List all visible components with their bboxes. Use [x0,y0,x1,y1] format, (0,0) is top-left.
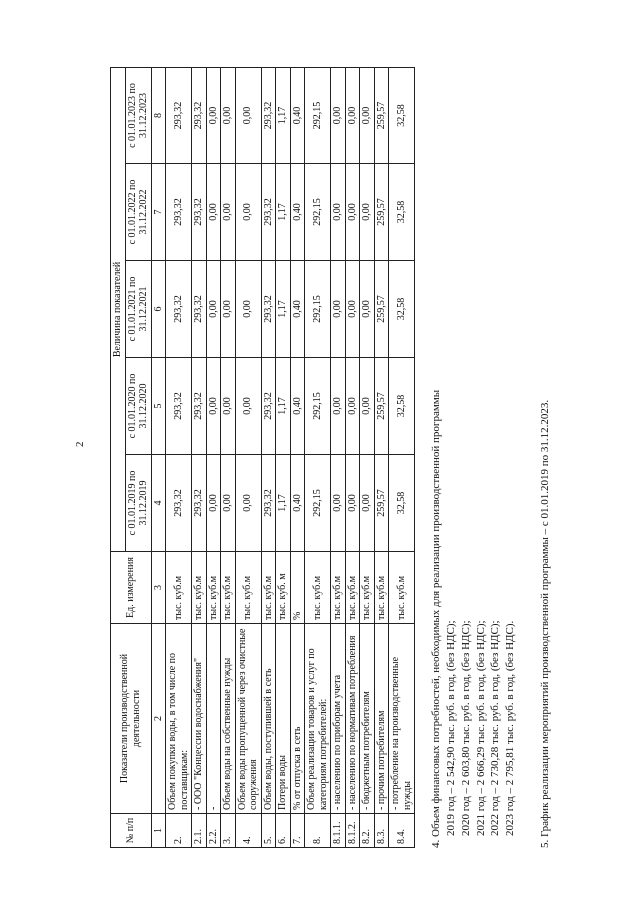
row-value: 0,00 [360,164,375,261]
row-indicator: Объем воды, поступившей в сеть [261,624,276,814]
row-unit: тыс. куб.м [305,552,331,624]
row-unit: тыс. куб.м [166,552,192,624]
row-value: 1,17 [276,358,291,455]
row-number: 2. [166,814,192,848]
section5-text: 5. График реализации мероприятий производственной программы – с 01.01.2019 по 31.12.2023. [539,399,552,848]
row-value: 292,15 [305,164,331,261]
row-value: 32,58 [389,68,415,164]
table-row [360,68,375,848]
row-unit: тыс. куб.м [389,552,415,624]
section4-title: 4. Объем финансовых потребностей, необходимых для реализации производственной программы [430,389,442,848]
row-value: 0,00 [206,358,221,455]
row-unit: тыс. куб.м [360,552,375,624]
table-row [331,68,346,848]
row-number: 2.2. [206,814,221,848]
row-value: 293,32 [192,68,207,164]
page-number: 2 [74,441,86,447]
row-value: 292,15 [305,358,331,455]
row-indicator: - населению по нормативам потребления [345,624,360,814]
row-indicator: - потребление на производственные нужды [389,624,415,814]
table-row [206,68,221,848]
row-value: 0,00 [360,358,375,455]
row-value: 293,32 [166,358,192,455]
year-line: 2020 год – 2 603,80 тыс. руб. в год, (без НДС); [459,620,472,836]
header-unit: Ед. измерения [111,552,152,624]
header-num: № п/п [111,814,152,848]
notes [429,68,553,848]
row-value: 0,00 [235,261,261,358]
row-number: 7. [290,814,305,848]
header-period: с 01.01.2023 по 31.12.2023 [125,68,151,164]
header-indicator: Показатели производственной деятельности [111,624,152,814]
col-index: 5 [151,358,166,455]
row-value: 293,32 [261,455,276,552]
header-period: с 01.01.2022 по 31.12.2022 [125,164,151,261]
row-value: 0,00 [345,358,360,455]
row-value: 1,17 [276,68,291,164]
row-number: 8.3. [374,814,389,848]
row-value: 0,00 [221,164,236,261]
header-row-1 [111,68,126,848]
row-number: 4. [235,814,261,848]
row-value: 0,00 [221,68,236,164]
row-indicator: - населению по приборам учета [331,624,346,814]
row-value: 0,00 [331,68,346,164]
row-number: 2.1. [192,814,207,848]
row-value: 0,40 [290,164,305,261]
table-row [276,68,291,848]
row-value: 292,15 [305,68,331,164]
row-value: 293,32 [166,68,192,164]
row-value: 0,00 [221,261,236,358]
col-index: 7 [151,164,166,261]
header-period: с 01.01.2021 по 31.12.2021 [125,261,151,358]
table-body [166,68,415,848]
table-row [305,68,331,848]
row-value: 32,58 [389,455,415,552]
row-value: 0,00 [345,164,360,261]
table-row [235,68,261,848]
row-unit: тыс. куб.м [221,552,236,624]
table-row [374,68,389,848]
year-line: 2022 год – 2 730,28 тыс. руб. в год, (без НДС); [489,620,502,836]
row-indicator: Объем покупки воды, в том числе по поставщикам: [166,624,192,814]
row-value: 0,00 [331,358,346,455]
row-unit: % [290,552,305,624]
row-value: 0,00 [221,358,236,455]
row-value: 259,57 [374,68,389,164]
row-value: 32,58 [389,164,415,261]
row-value: 293,32 [192,358,207,455]
row-value: 0,00 [235,68,261,164]
row-unit: тыс. куб.м [192,552,207,624]
row-value: 292,15 [305,261,331,358]
row-value: 0,00 [221,455,236,552]
row-value: 0,00 [360,455,375,552]
year-line: 2019 год – 2 542,90 тыс. руб. в год, (без НДС); [444,620,457,836]
row-indicator: - бюджетным потребителям [360,624,375,814]
row-number: 8.1.2. [345,814,360,848]
column-index-row [151,68,166,848]
row-value: 1,17 [276,164,291,261]
row-value: 0,00 [345,455,360,552]
row-number: 8.4. [389,814,415,848]
row-value: 0,00 [360,68,375,164]
row-value: 1,17 [276,455,291,552]
row-value: 293,32 [261,164,276,261]
row-value: 0,00 [345,68,360,164]
row-unit: тыс. куб. м [276,552,291,624]
row-value: 293,32 [166,164,192,261]
row-indicator: Объем воды на собственные нужды [221,624,236,814]
row-value: 0,00 [206,68,221,164]
row-value: 0,00 [331,455,346,552]
row-value: 0,00 [331,261,346,358]
row-indicator: Объем воды пропущенной через очистные сооружения [235,624,261,814]
row-value: 293,32 [166,455,192,552]
row-indicator: % от отпуска в сеть [290,624,305,814]
table-row [221,68,236,848]
col-index: 3 [151,552,166,624]
row-number: 3. [221,814,236,848]
row-unit: тыс. куб.м [235,552,261,624]
row-value: 293,32 [192,455,207,552]
row-value: 293,32 [192,164,207,261]
table-row [192,68,207,848]
row-unit: тыс. куб.м [374,552,389,624]
row-unit: тыс. куб.м [331,552,346,624]
row-value: 32,58 [389,358,415,455]
row-number: 8. [305,814,331,848]
row-value: 0,00 [206,261,221,358]
row-number: 6. [276,814,291,848]
row-unit: тыс. куб.м [261,552,276,624]
table-row [261,68,276,848]
row-value: 293,32 [192,261,207,358]
rotated-document [110,68,552,848]
row-value: 259,57 [374,164,389,261]
row-unit: тыс. куб.м [345,552,360,624]
row-number: 5. [261,814,276,848]
row-value: 0,40 [290,68,305,164]
year-line: 2023 год – 2 795,81 тыс. руб. в год, (без НДС). [504,620,517,836]
row-number: 8.1.1. [331,814,346,848]
row-indicator: Потери воды [276,624,291,814]
production-table [110,67,415,848]
row-value: 0,00 [206,164,221,261]
row-value: 0,40 [290,358,305,455]
col-index: 8 [151,68,166,164]
row-value: 259,57 [374,455,389,552]
row-number: 8.2. [360,814,375,848]
row-value: 0,00 [206,455,221,552]
row-value: 0,40 [290,261,305,358]
header-period: с 01.01.2020 по 31.12.2020 [125,358,151,455]
row-indicator: - прочим потребителям [374,624,389,814]
table-row [345,68,360,848]
table-row [389,68,415,848]
header-period: с 01.01.2019 по 31.12.2019 [125,455,151,552]
col-index: 4 [151,455,166,552]
table-row [166,68,192,848]
row-value: 259,57 [374,358,389,455]
row-indicator: - [206,624,221,814]
row-value: 0,00 [360,261,375,358]
row-value: 0,00 [235,455,261,552]
row-unit: тыс. куб.м [206,552,221,624]
row-value: 0,00 [235,358,261,455]
table-row [290,68,305,848]
row-value: 0,40 [290,455,305,552]
row-value: 292,15 [305,455,331,552]
row-value: 0,00 [331,164,346,261]
row-value: 293,32 [261,68,276,164]
row-value: 259,57 [374,261,389,358]
col-index: 1 [151,814,166,848]
row-indicator: Объем реализации товаров и услуг по категориям потребителей: [305,624,331,814]
row-indicator: - ООО "Концессии водоснабжения" [192,624,207,814]
header-values-group: Величина показателей [111,68,126,552]
year-line: 2021 год – 2 666,29 тыс. руб. в год, (без НДС); [474,620,487,836]
col-index: 6 [151,261,166,358]
row-value: 0,00 [235,164,261,261]
row-value: 293,32 [261,358,276,455]
row-value: 0,00 [345,261,360,358]
col-index: 2 [151,624,166,814]
row-value: 293,32 [166,261,192,358]
row-value: 293,32 [261,261,276,358]
row-value: 1,17 [276,261,291,358]
row-value: 32,58 [389,261,415,358]
